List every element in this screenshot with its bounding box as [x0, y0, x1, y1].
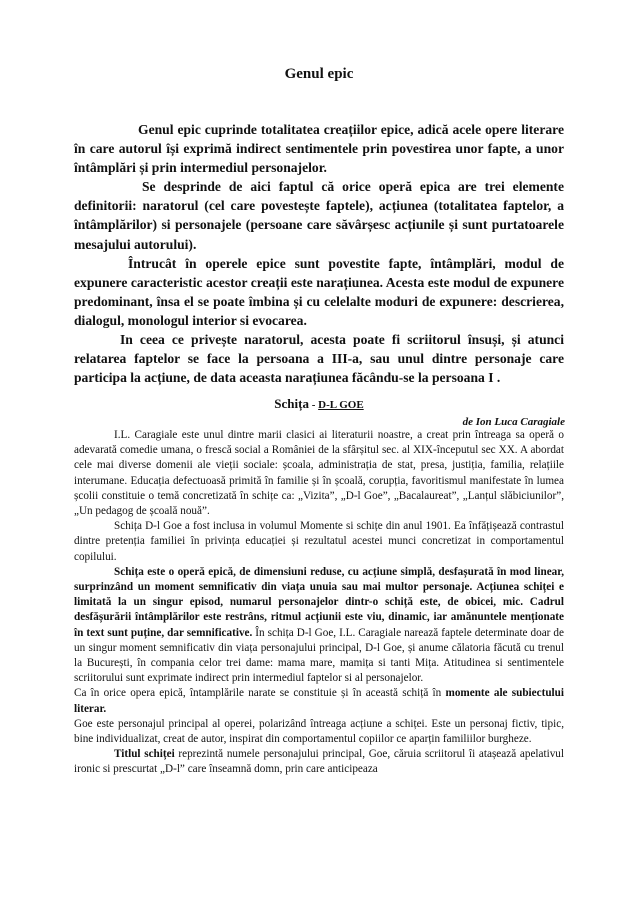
- author-line: de Ion Luca Caragiale: [462, 416, 565, 428]
- subject-moments-intro: Ca în orice opera epică, întamplările narate se constituie și în această schiță în: [74, 687, 446, 700]
- body-paragraph-1: I.L. Caragiale este unul dintre marii clasici ai literaturii noastre, a creat prin întreaga sa operă o adevarată comedie umana, o frescă social a României de la sfârșitul sec. al XIX-începutul sec XX. A abordat cele mai diverse domenii ale vieții sociale: școala, administrația de stat, presa, justiția, familia, relațiile interumane. Educația defectuoasă primită în familie și în școală, corupția, favoritismul manifestate în lumea școlii constituie o temă concretizată în schițe ca: „Vizita”, „D-l Goe”, „Bacalaureat”, „Lanțul slăbiciunilor”, „Un pedagog de școală nouă”.: [74, 429, 564, 518]
- intro-paragraph-3: Întrucât în operele epice sunt povestite fapte, întâmplări, modul de expunere caracteristic acestor creații este narațiunea. Acesta este modul de expunere predominant, însa el se poate îmbina și cu celelalte moduri de expunere: descrierea, dialogul, monologul interior si evocarea.: [74, 255, 564, 328]
- schita-definition: Schița este o operă epică, de dimensiuni reduse, cu acțiune simplă, desfașurată în mod linear, surprinzând un moment semnificativ din viața unuia sau mai multor personaje. Acțiunea schiței e limitată la un singur episod, numarul personajelor dintr-o schiță este, de obicei, mic. Cadrul desfășurării întâmplărilor este restrâns, ritmul acțiunii este viu, dinamic, iar amănuntele menționate în text sunt puține, dar semnificative.: [74, 565, 564, 639]
- document-title: Genul epic: [284, 66, 354, 82]
- subject-moments-term: momente ale subiectului literar.: [74, 687, 564, 715]
- schita-description: În schița D-l Goe, I.L. Caragiale narează faptele determinate doar de un singur moment semnificativ din viața personajului principal, D-l Goe, și anume călatoria făcută cu trenul la București, în compania celor trei dame: mama mare, mamița si tanti Mița. Atitudinea si sentimentele scriitorului sunt exprimate indirect prin intermediul faptelor si al personajelor.: [74, 626, 564, 685]
- intro-paragraph-2: Se desprinde de aici faptul că orice operă epica are trei elemente definitorii: naratorul (cel care povestește faptele), acțiunea (totalitatea faptelor, a întâmplărilor) si personajele (persoane care săvârșesc acțiunile și sunt purtatoarele mesajului autorului).: [74, 179, 564, 252]
- body-section: [74, 428, 564, 778]
- intro-section: [74, 120, 564, 387]
- subtitle-genre: Schița: [274, 396, 309, 411]
- body-paragraph-6: [74, 747, 564, 777]
- body-paragraph-4: [74, 686, 564, 716]
- title-term: Titlul schiței: [114, 748, 175, 761]
- body-paragraph-3: [74, 565, 564, 687]
- intro-paragraph-4: In ceea ce privește naratorul, acesta poate fi scriitorul însuși, și atunci relatarea faptelor se face la persoana a III-a, sau unul dintre personaje care participa la acțiune, de data aceasta narațiunea făcându-se la persoana I .: [74, 332, 564, 386]
- subtitle-separator: -: [308, 399, 319, 411]
- section-subtitle: [0, 396, 638, 412]
- body-paragraph-2: Schița D-l Goe a fost inclusa in volumul Momente si schițe din anul 1901. Ea înfățișează contrastul dintre pretenția familiei în privința educației și rezultatul acestei munci concretizat in comportamentul copilului.: [74, 520, 564, 563]
- body-paragraph-5: Goe este personajul principal al operei, polarizând întreaga acțiune a schiței. Este un personaj fictiv, tipic, bine individualizat, creat de autor, inspirat din comportamentul copiilor ce aparțin familiilor burgheze.: [74, 717, 564, 746]
- intro-paragraph-1: Genul epic cuprinde totalitatea creațiilor epice, adică acele opere literare în care autorul își exprimă indirect sentimentele prin povestirea unor fapte, a unor întâmplări și prin intermediul personajelor.: [74, 122, 564, 176]
- subtitle-work-title: D-L GOE: [318, 399, 364, 411]
- title-explanation: reprezintă numele personajului principal, Goe, căruia scriitorul îi atașează apelativul ironic si prescurtat „D-l” care înseamnă domn, prin care anticipeaza: [74, 748, 564, 776]
